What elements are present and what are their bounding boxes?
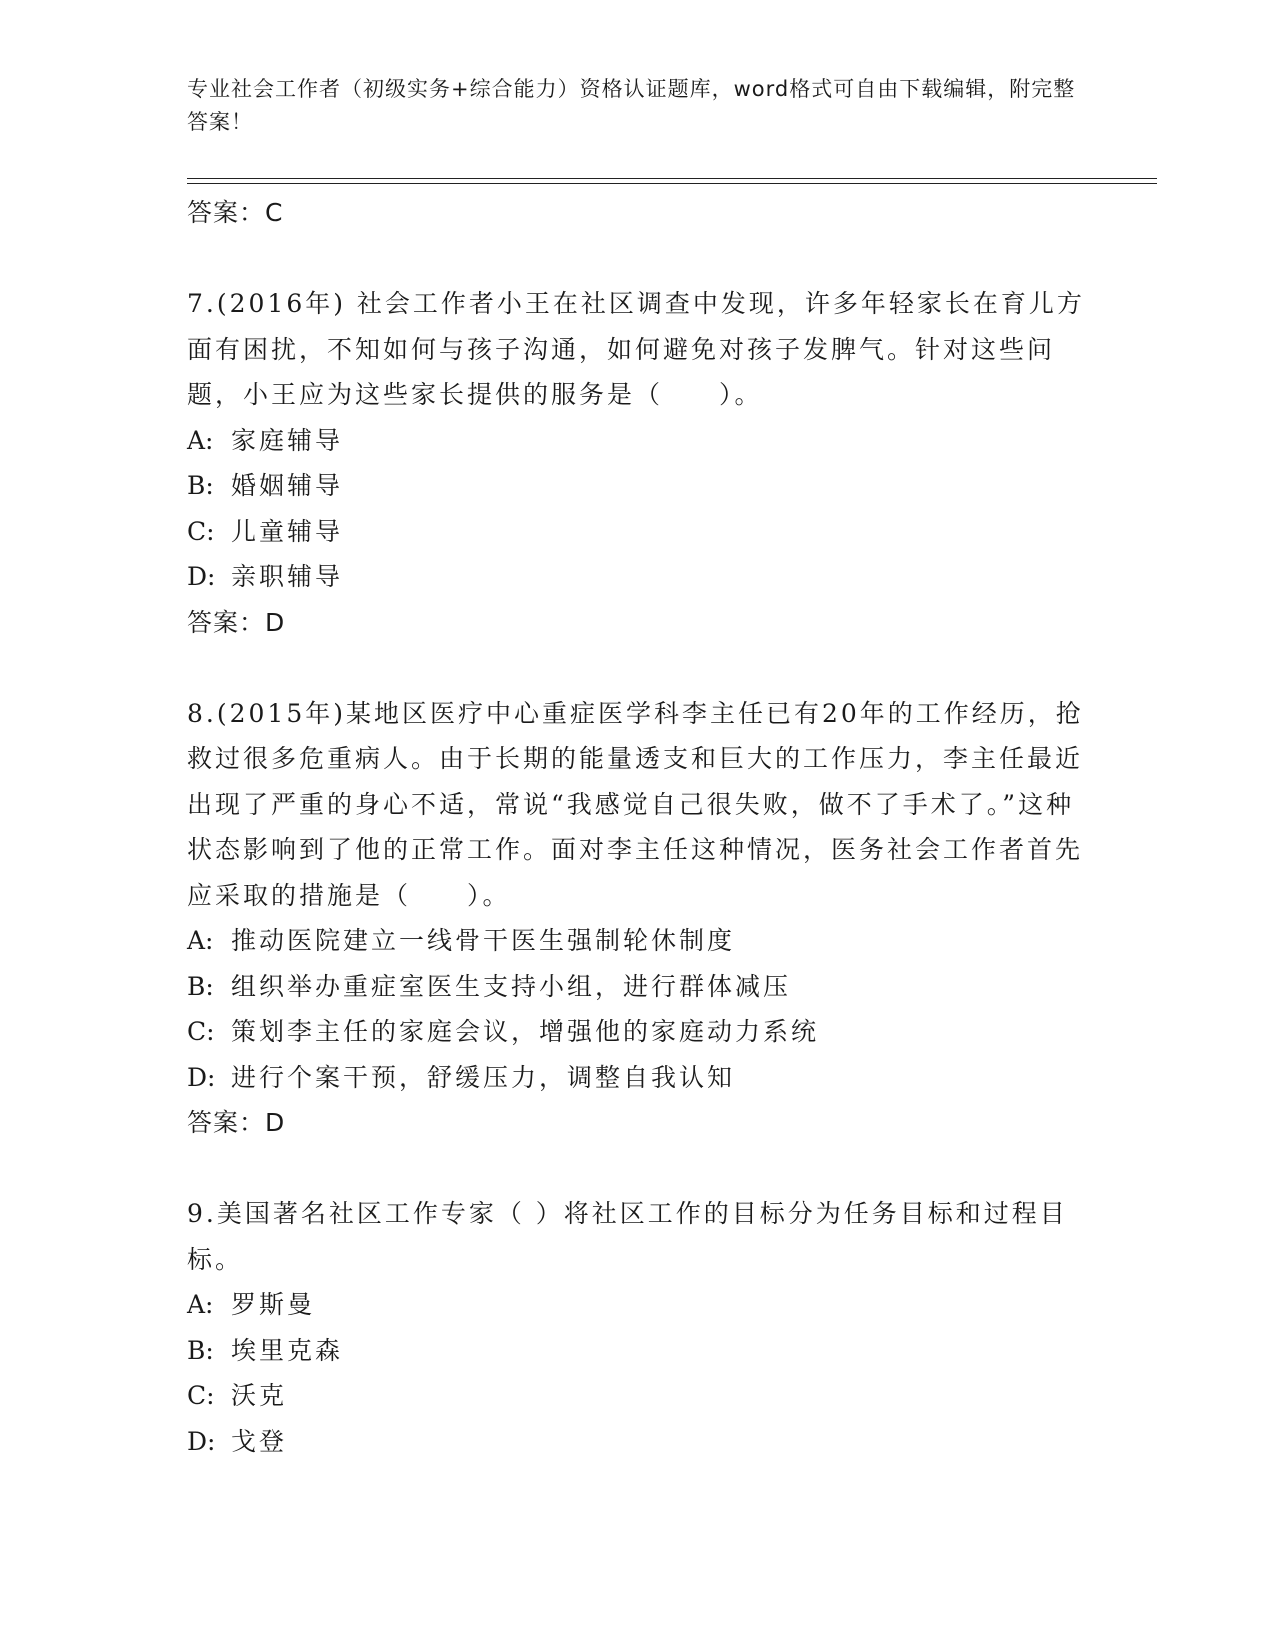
question-text: 8.(2015年)某地区医疗中心重症医学科李主任已有20年的工作经历，抢救过很多危重病人。由于长期的能量透支和巨大的工作压力，李主任最近出现了严重的身心不适，常说“我感觉自己很失败，做不了手术了。”这种状态影响到了他的正常工作。面对李主任这种情况，医务社会工作者首先应采取的措施是（ ）。 (187, 698, 1084, 910)
option-text: 戈登 (231, 1426, 288, 1456)
document-body (187, 190, 1087, 1464)
answer-line: 答案：D (187, 607, 286, 637)
option-d (187, 554, 1087, 600)
header-rule-top (187, 178, 1157, 179)
document-header: 专业社会工作者（初级实务+综合能力）资格认证题库，word格式可自由下载编辑，附完整答案！ (187, 77, 1076, 134)
option-letter: A: (187, 1290, 214, 1319)
option-letter: B: (187, 1335, 214, 1365)
option-b (187, 1328, 1087, 1374)
option-letter: A: (187, 926, 214, 955)
option-c (187, 1009, 1087, 1055)
option-d (187, 1419, 1087, 1465)
option-b (187, 964, 1087, 1010)
option-text: 策划李主任的家庭会议，增强他的家庭动力系统 (231, 1017, 820, 1046)
option-letter: D: (187, 1426, 216, 1456)
option-a (187, 918, 1087, 964)
header-rule-bottom (187, 183, 1157, 184)
option-text: 沃克 (231, 1381, 288, 1410)
option-letter: C: (187, 516, 215, 546)
option-text: 儿童辅导 (231, 516, 344, 546)
option-a (187, 418, 1087, 464)
question-block (187, 1191, 1087, 1464)
option-d (187, 1055, 1087, 1101)
option-letter: B: (187, 471, 214, 500)
option-c (187, 1373, 1087, 1419)
option-text: 埃里克森 (231, 1335, 344, 1365)
option-letter: C: (187, 1017, 215, 1046)
option-letter: A: (187, 425, 214, 455)
option-text: 家庭辅导 (231, 425, 344, 455)
option-letter: B: (187, 971, 214, 1001)
option-letter: D: (187, 1062, 216, 1092)
option-letter: C: (187, 1381, 215, 1410)
option-text: 进行个案干预，舒缓压力，调整自我认知 (231, 1062, 736, 1092)
answer-line: 答案：C (187, 198, 284, 227)
option-c (187, 509, 1087, 555)
option-text: 推动医院建立一线骨干医生强制轮休制度 (231, 926, 736, 955)
question-text: 9.美国著名社区工作专家（ ）将社区工作的目标分为任务目标和过程目标。 (187, 1199, 1068, 1274)
option-text: 罗斯曼 (231, 1290, 316, 1319)
question-text: 7.(2016年) 社会工作者小王在社区调查中发现，许多年轻家长在育儿方面有困扰，不知如何与孩子沟通，如何避免对孩子发脾气。针对这些问题，小王应为这些家长提供的服务是（ ）。 (187, 289, 1085, 409)
option-text: 婚姻辅导 (231, 471, 344, 500)
answer-line: 答案：D (187, 1108, 286, 1137)
option-text: 亲职辅导 (231, 562, 344, 591)
option-text: 组织举办重症室医生支持小组，进行群体减压 (231, 971, 792, 1001)
option-b (187, 463, 1087, 509)
option-letter: D: (187, 562, 216, 591)
option-a (187, 1282, 1087, 1328)
question-block (187, 691, 1087, 1147)
question-block (187, 281, 1087, 646)
